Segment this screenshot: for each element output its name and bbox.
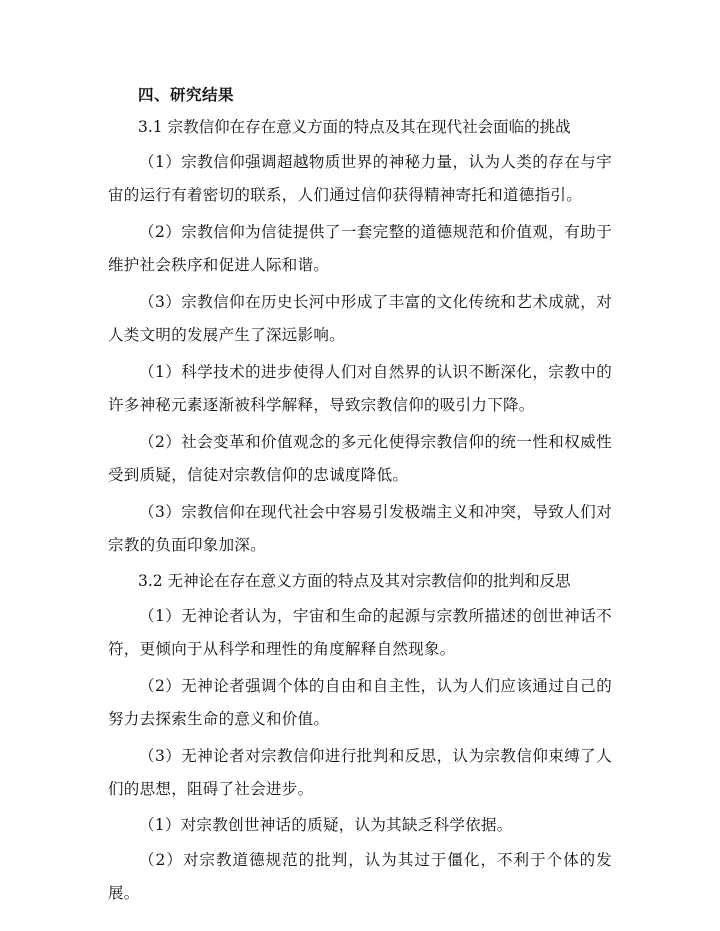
paragraph-8: （2）无神论者强调个体的自由和自主性，认为人们应该通过自己的努力去探索生命的意义和价值。 xyxy=(108,677,612,728)
paragraph-9: （3）无神论者对宗教信仰进行批判和反思，认为宗教信仰束缚了人们的思想，阻碍了社会进步。 xyxy=(108,747,612,798)
subsection-3-1-title: 3.1 宗教信仰在存在意义方面的特点及其在现代社会面临的挑战 xyxy=(138,118,571,136)
page-content xyxy=(108,80,612,910)
paragraph-4: （1）科学技术的进步使得人们对自然界的认识不断深化，宗教中的许多神秘元素逐渐被科学解释，导致宗教信仰的吸引力下降。 xyxy=(108,363,612,414)
paragraph-2: （2）宗教信仰为信徒提供了一套完整的道德规范和价值观，有助于维护社会秩序和促进人际和谐。 xyxy=(108,223,612,274)
section-heading: 四、研究结果 xyxy=(138,86,235,104)
paragraph-3: （3）宗教信仰在历史长河中形成了丰富的文化传统和艺术成就，对人类文明的发展产生了深远影响。 xyxy=(108,293,612,344)
subsection-3-2-title: 3.2 无神论在存在意义方面的特点及其对宗教信仰的批判和反思 xyxy=(138,572,571,590)
paragraph-5: （2）社会变革和价值观念的多元化使得宗教信仰的统一性和权威性受到质疑，信徒对宗教信仰的忠诚度降低。 xyxy=(108,433,612,484)
paragraph-7: （1）无神论者认为，宇宙和生命的起源与宗教所描述的创世神话不符，更倾向于从科学和理性的角度解释自然现象。 xyxy=(108,607,612,658)
paragraph-11: （2）对宗教道德规范的批判，认为其过于僵化，不利于个体的发展。 xyxy=(108,851,612,902)
paragraph-10: （1）对宗教创世神话的质疑，认为其缺乏科学依据。 xyxy=(139,816,513,834)
paragraph-1: （1）宗教信仰强调超越物质世界的神秘力量，认为人类的存在与宇宙的运行有着密切的联系，人们通过信仰获得精神寄托和道德指引。 xyxy=(108,153,612,204)
paragraph-6: （3）宗教信仰在现代社会中容易引发极端主义和冲突，导致人们对宗教的负面印象加深。 xyxy=(108,503,612,554)
